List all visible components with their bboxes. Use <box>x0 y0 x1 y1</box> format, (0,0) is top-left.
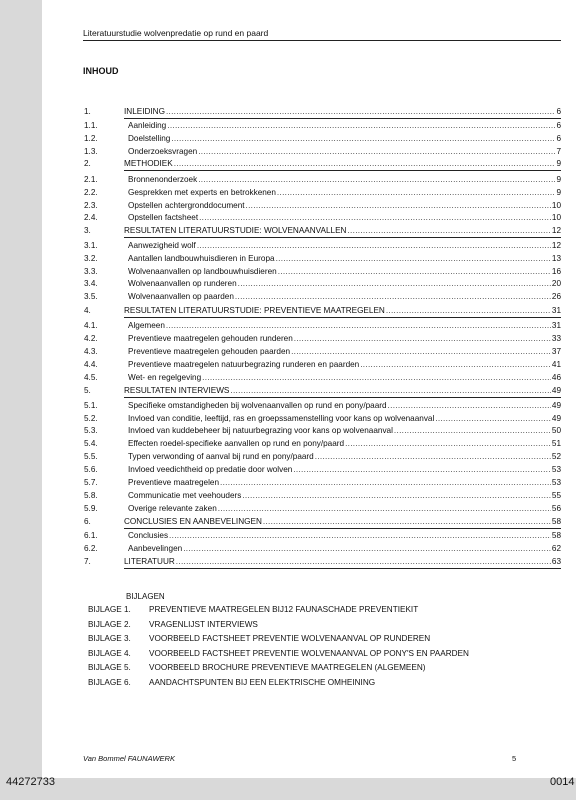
dot-leader <box>166 106 555 118</box>
dot-leader <box>360 359 551 371</box>
dot-leader <box>263 516 551 528</box>
toc-entry-page: 12 <box>551 226 561 235</box>
toc-entry-number: 6. <box>84 517 91 526</box>
bijlage-entry[interactable] <box>42 661 576 674</box>
toc-entry-title: Aanwezigheid wolf <box>128 241 196 250</box>
toc-entry[interactable] <box>42 120 576 132</box>
toc-entry-number: 7. <box>84 557 91 566</box>
toc-entry-number: 2.2. <box>84 188 98 197</box>
section-title: INHOUD <box>83 66 119 76</box>
toc-entry-page: 58 <box>551 531 561 540</box>
dot-leader <box>166 320 551 332</box>
toc-entry-title: Gesprekken met experts en betrokkenen <box>128 188 276 197</box>
chapter-underline <box>124 118 561 119</box>
toc-entry-title: Wolvenaanvallen op runderen <box>128 279 237 288</box>
toc-entry-title: Conclusies <box>128 531 169 540</box>
toc-entry-number: 6.1. <box>84 531 98 540</box>
toc-entry[interactable] <box>42 400 576 412</box>
footer-page-number: 5 <box>512 754 517 763</box>
toc-entry-title: Algemeen <box>128 321 165 330</box>
toc-entry-number: 5.3. <box>84 426 98 435</box>
toc-entry-page: 46 <box>551 373 561 382</box>
toc-entry[interactable] <box>42 320 576 332</box>
dot-leader <box>386 305 551 317</box>
bijlage-title: PREVENTIEVE MAATREGELEN BIJ12 FAUNASCHADE PREVENTIEKIT <box>149 605 419 614</box>
toc-entry-number: 5.1. <box>84 401 98 410</box>
toc-entry-title: Bronnenonderzoek <box>128 175 198 184</box>
toc-entry[interactable] <box>42 530 576 542</box>
toc-entry-page: 41 <box>551 360 561 369</box>
toc-entry-number: 3.1. <box>84 241 98 250</box>
toc-entry-number: 5.8. <box>84 491 98 500</box>
toc-entry[interactable] <box>42 253 576 265</box>
toc-entry[interactable] <box>42 158 576 170</box>
dot-leader <box>291 346 551 358</box>
toc-entry-page: 37 <box>551 347 561 356</box>
toc-entry-number: 5.6. <box>84 465 98 474</box>
toc-entry-number: 4.1. <box>84 321 98 330</box>
toc-entry-page: 20 <box>551 279 561 288</box>
toc-entry-page: 53 <box>551 478 561 487</box>
toc-entry-title: Aantallen landbouwhuisdieren in Europa <box>128 254 275 263</box>
toc-entry[interactable] <box>42 278 576 290</box>
dot-leader <box>198 146 555 158</box>
scan-id-right: 0014 <box>550 776 575 788</box>
toc-entry-title: Specifieke omstandigheden bij wolvenaanvallen op rund en pony/paard <box>128 401 387 410</box>
toc-entry-title: Invloed van conditie, leeftijd, ras en groepssamenstelling voor kans op wolvenaanval <box>128 414 435 423</box>
dot-leader <box>294 333 551 345</box>
toc-entry[interactable] <box>42 240 576 252</box>
toc-entry-number: 4. <box>84 306 91 315</box>
toc-entry-title: Typen verwonding of aanval bij rund en pony/paard <box>128 452 314 461</box>
bijlage-title: VOORBEELD BROCHURE PREVENTIEVE MAATREGELEN (ALGEMEEN) <box>149 663 426 672</box>
toc-entry-number: 1. <box>84 107 91 116</box>
toc-entry-title: Opstellen factsheet <box>128 213 199 222</box>
toc-entry[interactable] <box>42 503 576 515</box>
toc-entry-number: 5.7. <box>84 478 98 487</box>
toc-entry-number: 3.2. <box>84 254 98 263</box>
toc-entry-number: 3.5. <box>84 292 98 301</box>
chapter-underline <box>124 568 561 569</box>
toc-entry-page: 6 <box>556 134 561 143</box>
toc-entry[interactable] <box>42 556 576 568</box>
dot-leader <box>174 158 556 170</box>
dot-leader <box>230 385 551 397</box>
bijlage-title: VRAGENLIJST INTERVIEWS <box>149 619 258 629</box>
toc-entry[interactable] <box>42 464 576 476</box>
bijlage-entry[interactable] <box>42 647 576 660</box>
toc-entry-title: Invloed van kuddebeheer bij natuurbegrazing voor kans op wolvenaanval <box>128 426 393 435</box>
bijlage-entry[interactable] <box>42 603 576 616</box>
dot-leader <box>246 200 551 212</box>
bijlage-title: VOORBEELD FACTSHEET PREVENTIE WOLVENAANVAL OP RUNDEREN <box>149 634 431 643</box>
toc-entry-title: Invloed veedichtheid op predatie door wolven <box>128 465 293 474</box>
bijlage-number: BIJLAGE 5. <box>88 663 131 672</box>
bijlage-title: VOORBEELD FACTSHEET PREVENTIE WOLVENAANVAL OP PONY'S EN PAARDEN <box>149 648 469 658</box>
toc-entry[interactable] <box>42 333 576 345</box>
dot-leader <box>242 490 551 502</box>
dot-leader <box>435 413 551 425</box>
dot-leader <box>167 120 555 132</box>
toc-entry-title: Opstellen achtergronddocument <box>128 201 245 210</box>
dot-leader <box>183 543 551 555</box>
dot-leader <box>315 451 551 463</box>
toc-entry-number: 4.2. <box>84 334 98 343</box>
bijlage-number: BIJLAGE 2. <box>88 619 131 629</box>
toc-entry-title: METHODIEK <box>124 159 173 168</box>
bijlage-entry[interactable] <box>42 676 576 689</box>
toc-entry-number: 4.4. <box>84 360 98 369</box>
toc-entry-page: 33 <box>551 334 561 343</box>
toc-entry-page: 53 <box>551 465 561 474</box>
dot-leader <box>394 425 551 437</box>
toc-entry-page: 12 <box>551 241 561 250</box>
footer-author: Van Bommel FAUNAWERK <box>83 754 175 763</box>
chapter-underline <box>124 237 561 238</box>
toc-entry-page: 50 <box>551 426 561 435</box>
dot-leader <box>199 212 551 224</box>
toc-entry-number: 2. <box>84 159 91 168</box>
toc-entry-page: 7 <box>556 147 561 156</box>
toc-entry-number: 5.4. <box>84 439 98 448</box>
toc-entry-number: 3.4. <box>84 279 98 288</box>
toc-entry-page: 63 <box>551 557 561 566</box>
dot-leader <box>277 187 556 199</box>
toc-entry-number: 5.5. <box>84 452 98 461</box>
toc-entry-title: Effecten roedel-specifieke aanvallen op rund en pony/paard <box>128 439 345 448</box>
toc-entry[interactable] <box>42 266 576 278</box>
toc-entry[interactable] <box>42 187 576 199</box>
toc-entry-number: 6.2. <box>84 544 98 553</box>
toc-entry-title: RESULTATEN LITERATUURSTUDIE: PREVENTIEVE MAATREGELEN <box>124 306 385 315</box>
toc-entry[interactable] <box>42 425 576 437</box>
toc-entry[interactable] <box>42 133 576 145</box>
toc-entry-page: 51 <box>551 439 561 448</box>
toc-entry-title: CONCLUSIES EN AANBEVELINGEN <box>124 517 262 526</box>
toc-entry-number: 4.5. <box>84 373 98 382</box>
bijlage-number: BIJLAGE 1. <box>88 605 131 614</box>
toc-entry[interactable] <box>42 225 576 237</box>
toc-entry[interactable] <box>42 413 576 425</box>
toc-entry-title: Wolvenaanvallen op paarden <box>128 292 234 301</box>
toc-entry[interactable] <box>42 372 576 384</box>
toc-entry-page: 55 <box>551 491 561 500</box>
toc-entry-page: 49 <box>551 386 561 395</box>
toc-entry-page: 62 <box>551 544 561 553</box>
dot-leader <box>345 438 551 450</box>
toc-entry-number: 5. <box>84 386 91 395</box>
toc-entry-number: 5.9. <box>84 504 98 513</box>
toc-entry-page: 10 <box>551 201 561 210</box>
toc-entry-page: 10 <box>551 213 561 222</box>
toc-entry-title: RESULTATEN INTERVIEWS <box>124 386 230 395</box>
toc-entry[interactable] <box>42 385 576 397</box>
toc-entry-number: 2.1. <box>84 175 98 184</box>
toc-entry-title: Preventieve maatregelen gehouden runderen <box>128 334 293 343</box>
toc-entry[interactable] <box>42 212 576 224</box>
toc-entry-page: 6 <box>556 107 561 116</box>
dot-leader <box>276 253 551 265</box>
toc-entry[interactable] <box>42 200 576 212</box>
chapter-underline <box>124 528 561 529</box>
chapter-underline <box>124 317 561 318</box>
toc-entry-page: 31 <box>551 306 561 315</box>
dot-leader <box>197 240 551 252</box>
toc-entry-page: 31 <box>551 321 561 330</box>
toc-entry-number: 4.3. <box>84 347 98 356</box>
toc-entry-number: 2.4. <box>84 213 98 222</box>
bijlage-number: BIJLAGE 3. <box>88 634 131 643</box>
toc-entry-page: 9 <box>556 188 561 197</box>
document-page <box>42 0 576 778</box>
toc-entry-page: 9 <box>556 159 561 168</box>
toc-entry[interactable] <box>42 543 576 555</box>
dot-leader <box>278 266 551 278</box>
toc-entry[interactable] <box>42 477 576 489</box>
toc-entry-title: Preventieve maatregelen <box>128 478 220 487</box>
toc-entry-page: 58 <box>551 517 561 526</box>
dot-leader <box>238 278 551 290</box>
toc-entry-number: 2.3. <box>84 201 98 210</box>
toc-entry-title: Aanbevelingen <box>128 544 183 553</box>
dot-leader <box>388 400 551 412</box>
toc-entry-page: 6 <box>556 121 561 130</box>
dot-leader <box>218 503 551 515</box>
running-header: Literatuurstudie wolvenpredatie op rund en paard <box>83 28 561 41</box>
toc-entry[interactable] <box>42 516 576 528</box>
toc-entry-title: Preventieve maatregelen natuurbegrazing runderen en paarden <box>128 360 360 369</box>
toc-entry-page: 16 <box>551 267 561 276</box>
toc-entry-number: 3. <box>84 226 91 235</box>
toc-entry[interactable] <box>42 359 576 371</box>
bijlage-entry[interactable] <box>42 618 576 631</box>
toc-entry[interactable] <box>42 146 576 158</box>
toc-entry-title: INLEIDING <box>124 107 165 116</box>
toc-entry-page: 9 <box>556 175 561 184</box>
chapter-underline <box>124 397 561 398</box>
dot-leader <box>169 530 551 542</box>
toc-entry[interactable] <box>42 346 576 358</box>
toc-entry[interactable] <box>42 451 576 463</box>
dot-leader <box>347 225 550 237</box>
toc-entry-page: 56 <box>551 504 561 513</box>
toc-entry-number: 5.2. <box>84 414 98 423</box>
dot-leader <box>220 477 551 489</box>
scan-id-left: 44272733 <box>6 776 55 788</box>
toc-entry[interactable] <box>42 438 576 450</box>
toc-entry-title: Wet- en regelgeving <box>128 373 202 382</box>
toc-entry-number: 3.3. <box>84 267 98 276</box>
dot-leader <box>171 133 555 145</box>
toc-entry-title: Aanleiding <box>128 121 167 130</box>
dot-leader <box>198 174 555 186</box>
toc-entry-page: 49 <box>551 414 561 423</box>
toc-entry-page: 26 <box>551 292 561 301</box>
toc-entry-title: Preventieve maatregelen gehouden paarden <box>128 347 291 356</box>
toc-entry-title: RESULTATEN LITERATUURSTUDIE: WOLVENAANVALLEN <box>124 226 347 235</box>
toc-entry-page: 13 <box>551 254 561 263</box>
dot-leader <box>176 556 551 568</box>
dot-leader <box>235 291 551 303</box>
toc-entry[interactable] <box>42 490 576 502</box>
toc-entry-number: 1.2. <box>84 134 98 143</box>
toc-entry[interactable] <box>42 305 576 317</box>
toc-entry-number: 1.1. <box>84 121 98 130</box>
dot-leader <box>293 464 551 476</box>
toc-entry-title: Wolvenaanvallen op landbouwhuisdieren <box>128 267 277 276</box>
toc-entry[interactable] <box>42 291 576 303</box>
toc-entry-title: Overige relevante zaken <box>128 504 217 513</box>
bijlage-title: AANDACHTSPUNTEN BIJ EEN ELEKTRISCHE OMHEINING <box>149 677 376 687</box>
toc-entry-title: Communicatie met veehouders <box>128 491 242 500</box>
toc-entry[interactable] <box>42 174 576 186</box>
toc-entry-page: 52 <box>551 452 561 461</box>
bijlage-number: BIJLAGE 6. <box>88 677 131 687</box>
chapter-underline <box>124 170 561 171</box>
toc-entry-title: Doelstelling <box>128 134 171 143</box>
bijlage-number: BIJLAGE 4. <box>88 648 131 658</box>
toc-entry-title: Onderzoeksvragen <box>128 147 198 156</box>
bijlagen-title: BIJLAGEN <box>126 592 165 601</box>
toc-entry-number: 1.3. <box>84 147 98 156</box>
toc-entry-title: LITERATUUR <box>124 557 175 566</box>
dot-leader <box>202 372 551 384</box>
bijlage-entry[interactable] <box>42 632 576 645</box>
toc-entry[interactable] <box>42 106 576 118</box>
toc-entry-page: 49 <box>551 401 561 410</box>
